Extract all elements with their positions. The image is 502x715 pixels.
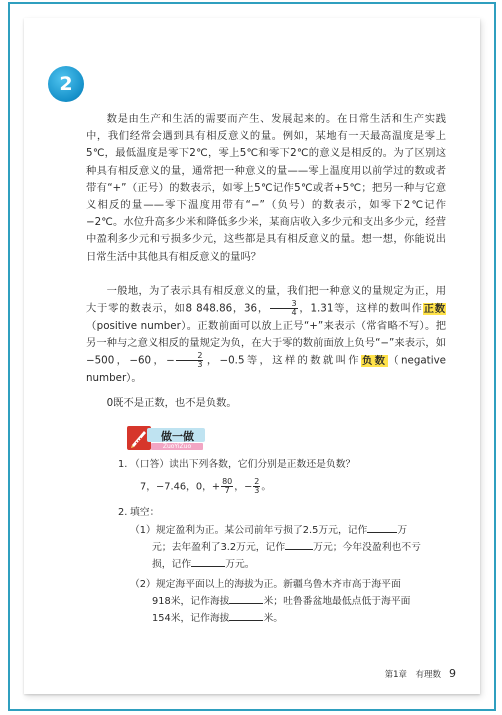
exercise-2-1-text-f: 万元。 xyxy=(225,559,255,570)
exercise-2-1-line-1 xyxy=(130,522,407,539)
paragraph-2-part-c: （positive number）。正数前面可以放上正号“+”来表示（常省略不写）。把另一种与之意义相反的量规定为负，在大于零的数前面放上负号“−”来表示，如−500，−60，− xyxy=(86,319,446,367)
exercise-2-2-text-b: 918米，记作海拔 xyxy=(152,596,230,607)
fraction-numerator: 2 xyxy=(176,352,204,361)
paragraph-2-part-d: ，−0.5等，这样的数就叫作 xyxy=(204,354,361,367)
exercise-2-text: 填空： xyxy=(130,507,160,518)
exercise-2-1-text-c: 元；去年盈利了3.2万元，记作 xyxy=(152,542,286,553)
paragraph-1: 数是由生产和生活的需要而产生、发展起来的。在日常生活和生产实践中，我们经常会遇到具有相反意义的量。例如，某地有一天最高温度是零上5℃，最低温度是零下2℃，零上5℃和零下2℃的意义是相反的。为了区别这种具有相反意义的量，通常把一种意义的量——零上温度用以前学过的数或者带有“+”（正号）的数表示，如零上5℃记作5℃或者+5℃；把另一种与它意义相反的量——零下温度用带有“−”（负号）的数表示，如零下2℃记作−2℃。水位升高多少米和降低多少米，某商店收入多少元和支出多少元，经营中盈利多少元和亏损多少元，这些都是具有相反意义的量。想一想，你能说出日常生活中其他具有相反意义的量吗？ xyxy=(86,113,446,263)
exercise-1-numbers-c: 。 xyxy=(261,481,272,493)
try-it-pinyin: ZuoYiZuo xyxy=(151,443,203,450)
answer-blank[interactable] xyxy=(229,611,263,621)
paragraph-intro xyxy=(86,111,446,266)
answer-blank[interactable] xyxy=(285,540,313,550)
exercise-2-2-text-d: 154米，记作海拔 xyxy=(152,613,230,624)
exercise-1-text: （口答）读出下列各数，它们分别是正数还是负数？ xyxy=(130,459,356,470)
exercise-2-2-text-a: （2）规定海平面以上的海拔为正。新疆乌鲁木齐市高于海平面 xyxy=(130,579,401,590)
exercise-2-2-text-c: 米；吐鲁番盆地最低点低于海平面 xyxy=(263,596,411,607)
exercise-2-2-line-3 xyxy=(152,610,283,627)
exercise-2-1-text-a: （1）规定盈利为正。某公司前年亏损了2.5万元，记作 xyxy=(130,525,368,536)
exercise-2-label: 2. xyxy=(118,507,128,518)
footer-chapter: 第1章 有理数 xyxy=(384,670,441,680)
try-it-title: 做一做 xyxy=(161,430,194,443)
fraction-numerator: 80 xyxy=(222,477,233,486)
fraction-three-quarters xyxy=(270,300,298,317)
exercise-1-label: 1. xyxy=(118,459,128,470)
paragraph-2-part-a: 一般地，为了表示具有相反意义的量，我们把一种意义的量规定为正，用大于零的数表示，如8 848.86，36， xyxy=(86,285,446,315)
exercise-2-1-line-3 xyxy=(152,556,255,573)
exercise-1-numbers-a: 7，−7.46，0，+ xyxy=(140,481,221,493)
term-negative-number: 负数 xyxy=(361,354,388,367)
exercise-2-1-text-d: 万元；今年没盈利也不亏 xyxy=(313,542,421,553)
term-positive-number: 正数 xyxy=(423,302,445,315)
exercise-1-numbers xyxy=(140,478,271,496)
paragraph-2 xyxy=(86,283,446,387)
exercise-2-1-text-e: 损，记作 xyxy=(152,559,192,570)
fraction-two-thirds xyxy=(176,352,204,369)
answer-blank[interactable] xyxy=(191,557,225,567)
fraction-numerator: 3 xyxy=(270,300,298,309)
answer-blank[interactable] xyxy=(367,523,397,533)
paragraph-definition xyxy=(86,283,446,387)
try-it-header xyxy=(127,426,205,452)
section-number-badge xyxy=(48,66,84,102)
paragraph-2-part-e: （negative number）。 xyxy=(86,354,447,385)
fraction-denominator: 7 xyxy=(224,486,230,495)
paragraph-zero xyxy=(86,395,446,412)
exercise-2-1-line-2 xyxy=(152,539,421,556)
exercise-2-2-line-1 xyxy=(130,576,401,593)
paragraph-3: 0既不是正数，也不是负数。 xyxy=(106,397,237,409)
fraction-denominator: 4 xyxy=(291,308,297,318)
exercise-1-numbers-b: ，− xyxy=(234,481,253,493)
section-number: 2 xyxy=(59,73,73,95)
answer-blank[interactable] xyxy=(229,594,263,604)
fraction-eighty-sevenths xyxy=(221,478,233,495)
page-footer xyxy=(385,667,456,680)
exercise-2-2-line-2 xyxy=(152,593,410,610)
fraction-denominator: 3 xyxy=(254,486,260,495)
exercise-2-1-text-b: 万 xyxy=(397,525,408,536)
paragraph-2-part-b: ，1.31等，这样的数叫作 xyxy=(298,302,423,315)
fraction-numerator: 2 xyxy=(254,477,260,486)
exercise-2-2-text-e: 米。 xyxy=(263,613,284,624)
fraction-denominator: 3 xyxy=(197,360,203,370)
fraction-two-thirds-exercise xyxy=(253,478,260,495)
page-number: 9 xyxy=(449,667,456,680)
